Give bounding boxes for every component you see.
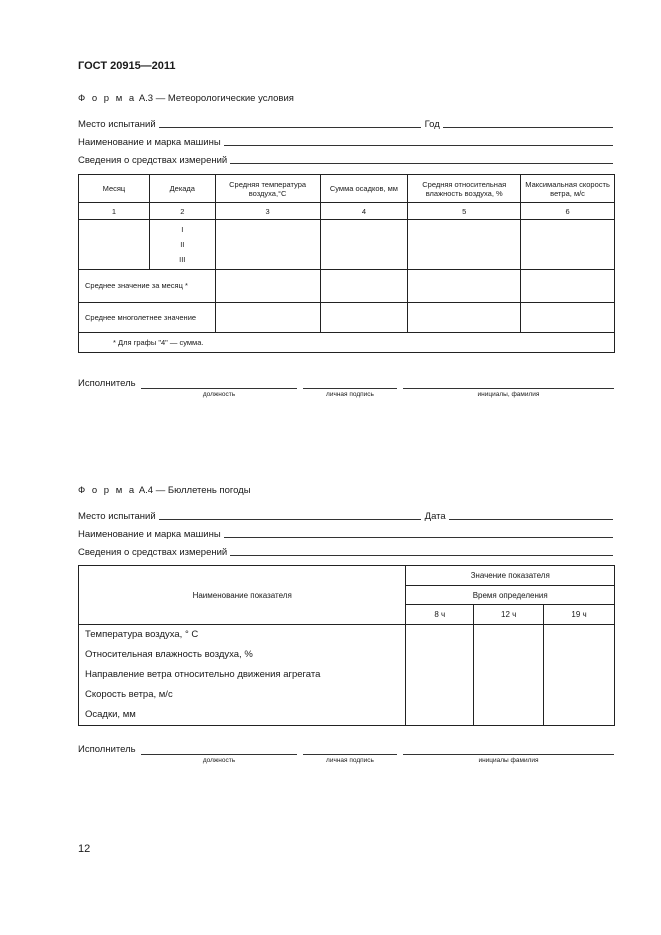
- value-cell[interactable]: [544, 625, 615, 726]
- page-number: 12: [78, 843, 91, 855]
- instruments-label: Сведения о средствах измерений: [78, 155, 228, 166]
- data-cell[interactable]: [521, 220, 615, 270]
- column-number-row: [79, 203, 615, 220]
- indicator-item: Температура воздуха, ° С: [85, 629, 199, 640]
- col-header: Максимальная скорость ветра, м/с: [521, 175, 615, 203]
- col-number: 5: [408, 203, 521, 220]
- footnote: * Для графы "4" — сумма.: [79, 333, 615, 353]
- year-field[interactable]: [443, 127, 613, 128]
- instruments-field[interactable]: [230, 555, 613, 556]
- name-field[interactable]: [403, 754, 614, 755]
- form-a3-title-prefix: Ф о р м а: [78, 93, 137, 104]
- footnote-row: [79, 333, 615, 353]
- data-cell[interactable]: [408, 220, 521, 270]
- decade-row: [79, 220, 615, 270]
- data-cell[interactable]: [215, 303, 320, 333]
- place-label: Место испытаний: [78, 511, 156, 522]
- col-number: 4: [320, 203, 408, 220]
- date-label: Дата: [424, 511, 446, 522]
- signature-field[interactable]: [303, 388, 397, 389]
- month-average-row: [79, 270, 615, 303]
- form-a3-machine-row: [78, 134, 613, 148]
- weather-conditions-table: [78, 174, 615, 353]
- position-caption: должность: [202, 757, 236, 764]
- machine-field[interactable]: [224, 145, 613, 146]
- form-a3-title: [78, 93, 294, 104]
- place-field[interactable]: [159, 127, 421, 128]
- col-header: Сумма осадков, мм: [320, 175, 408, 203]
- col-header: Декада: [149, 175, 215, 203]
- col-header: Месяц: [79, 175, 150, 203]
- signature-caption: личная подпись: [326, 757, 374, 764]
- data-cell[interactable]: [215, 270, 320, 303]
- name-field[interactable]: [403, 388, 614, 389]
- col-number: 6: [521, 203, 615, 220]
- place-field[interactable]: [159, 519, 421, 520]
- name-caption: инициалы фамилия: [478, 757, 539, 764]
- table-header-row: [79, 566, 615, 586]
- data-cell[interactable]: [521, 303, 615, 333]
- decade-label: II: [180, 240, 185, 249]
- year-label: Год: [424, 119, 440, 130]
- data-cell[interactable]: [215, 220, 320, 270]
- decade-label: III: [179, 255, 186, 264]
- position-field[interactable]: [141, 388, 297, 389]
- data-cell[interactable]: [320, 220, 408, 270]
- executor-label: Исполнитель: [78, 378, 136, 389]
- value-cell[interactable]: [406, 625, 474, 726]
- document-header: ГОСТ 20915—2011: [78, 60, 176, 72]
- form-a4-title-text: А.4 — Бюллетень погоды: [138, 485, 251, 496]
- value-cell[interactable]: [474, 625, 544, 726]
- executor-label: Исполнитель: [78, 744, 136, 755]
- form-a4-place-row: [78, 508, 613, 522]
- col-header-indicator: Наименование показателя: [79, 566, 406, 625]
- data-cell[interactable]: [521, 270, 615, 303]
- data-cell[interactable]: [320, 270, 408, 303]
- time-header: 8 ч: [406, 605, 474, 625]
- col-header-value: Значение показателя: [406, 566, 615, 586]
- form-a4-instruments-row: [78, 544, 613, 558]
- col-number: 1: [79, 203, 150, 220]
- machine-label: Наименование и марка машины: [78, 137, 221, 148]
- date-field[interactable]: [449, 519, 613, 520]
- data-cell[interactable]: [408, 303, 521, 333]
- col-header: Средняя относительная влажность воздуха, %: [408, 175, 521, 203]
- place-label: Место испытаний: [78, 119, 156, 130]
- col-header-time: Время определения: [406, 586, 615, 605]
- data-cell[interactable]: [320, 303, 408, 333]
- col-number: 2: [149, 203, 215, 220]
- col-header: Средняя температура воздуха,°С: [215, 175, 320, 203]
- indicator-item: Относительная влажность воздуха, %: [85, 649, 253, 660]
- table-header-row: [79, 175, 615, 203]
- form-a3-instruments-row: [78, 152, 613, 166]
- form-a4-title: [78, 485, 251, 496]
- month-cell[interactable]: [79, 220, 150, 270]
- position-caption: должность: [202, 391, 236, 398]
- data-cell[interactable]: [408, 270, 521, 303]
- longterm-average-row: [79, 303, 615, 333]
- indicator-item: Осадки, мм: [85, 709, 136, 720]
- indicator-item: Направление ветра относительно движения агрегата: [85, 669, 321, 680]
- instruments-label: Сведения о средствах измерений: [78, 547, 228, 558]
- row-label: Среднее значение за месяц *: [79, 270, 216, 303]
- signature-field[interactable]: [303, 754, 397, 755]
- indicator-list: [79, 625, 406, 726]
- time-header: 19 ч: [544, 605, 615, 625]
- instruments-field[interactable]: [230, 163, 613, 164]
- row-label: Среднее многолетнее значение: [79, 303, 216, 333]
- form-a3-title-text: А.3 — Метеорологические условия: [138, 93, 294, 104]
- form-a3-place-row: [78, 116, 613, 130]
- col-number: 3: [215, 203, 320, 220]
- indicators-body-row: [79, 625, 615, 726]
- weather-bulletin-table: [78, 565, 615, 726]
- decade-cell: [149, 220, 215, 270]
- decade-label: I: [181, 225, 184, 234]
- position-field[interactable]: [141, 754, 297, 755]
- signature-caption: личная подпись: [326, 391, 374, 398]
- machine-label: Наименование и марка машины: [78, 529, 221, 540]
- form-a4-machine-row: [78, 526, 613, 540]
- machine-field[interactable]: [224, 537, 613, 538]
- name-caption: инициалы, фамилия: [477, 391, 540, 398]
- form-a4-title-prefix: Ф о р м а: [78, 485, 137, 496]
- indicator-item: Скорость ветра, м/с: [85, 689, 173, 700]
- time-header: 12 ч: [474, 605, 544, 625]
